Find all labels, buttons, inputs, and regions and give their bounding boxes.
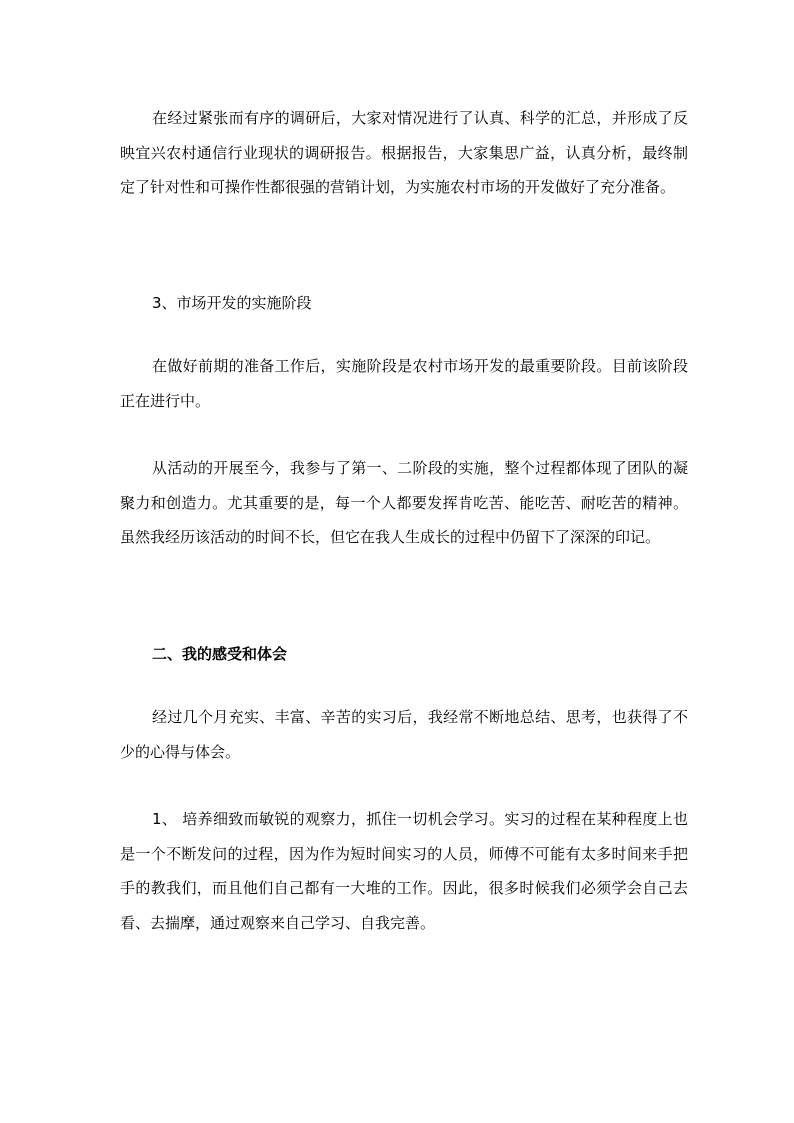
body-paragraph: 1、 培养细致而敏锐的观察力，抓住一切机会学习。实习的过程在某种程度上也是一个不断发问的过程，因为作为短时间实习的人员，师傅不可能有太多时间来手把手的教我们，而且他们自己都有一大堆的工作。因此，很多时候我们必须学会自己去看、去揣摩，通过观察来自己学习、自我完善。: [120, 810, 688, 932]
sub-heading: 3、市场开发的实施阶段: [152, 294, 312, 312]
body-paragraph: 在经过紧张而有序的调研后，大家对情况进行了认真、科学的汇总，并形成了反映宜兴农村通信行业现状的调研报告。根据报告，大家集思广益，认真分析，最终制定了针对性和可操作性都很强的营销计划，为实施农村市场的开发做好了充分准备。: [120, 109, 688, 196]
body-paragraph: 从活动的开展至今，我参与了第一、二阶段的实施，整个过程都体现了团队的凝聚力和创造力。尤其重要的是，每一个人都要发挥肯吃苦、能吃苦、耐吃苦的精神。虽然我经历该活动的时间不长，但它在我人生成长的过程中仍留下了深深的印记。: [120, 459, 688, 546]
body-paragraph: 经过几个月充实、丰富、辛苦的实习后，我经常不断地总结、思考，也获得了不少的心得与体会。: [120, 708, 688, 761]
section-heading: 二、我的感受和体会: [152, 645, 288, 663]
body-paragraph: 在做好前期的准备工作后，实施阶段是农村市场开发的最重要阶段。目前该阶段正在进行中。: [120, 357, 688, 410]
